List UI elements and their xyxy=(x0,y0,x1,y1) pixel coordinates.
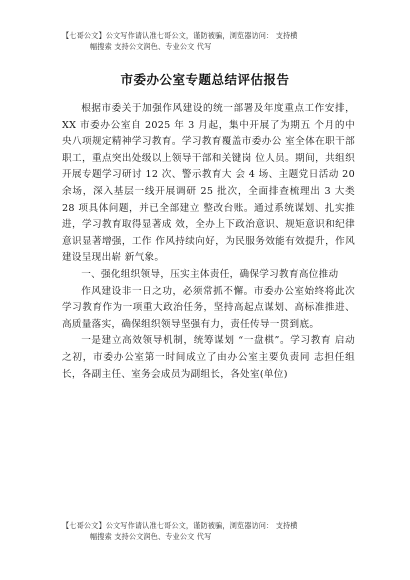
section-heading-1: 一、强化组织领导，压实主体责任，确保学习教育高位推动 xyxy=(81,268,339,280)
document-body xyxy=(62,101,355,383)
footer-line-2: 幅搜索 支持公文润色、专业公文 代写 xyxy=(90,532,212,541)
header-line-2: 幅搜索 支持公文润色、专业公文 代写 xyxy=(90,42,212,51)
paragraph-point-1: 一是建立高效领导机制，统筹谋划 “一盘棋”。学习教育 启动之初，市委办公室第一时间成立了由办公室主要负责同 志担任组长，各副主任、室务会成员为副组长，各处室(单位) xyxy=(62,335,355,380)
footer-line-1: 【七哥公文】公文写作请认准七哥公文，谨防被骗，浏览器访问： 支持横 xyxy=(62,521,298,530)
header-line-1: 【七哥公文】公文写作请认准七哥公文，谨防被骗，浏览器访问： 支持横 xyxy=(62,31,298,40)
page-header xyxy=(62,30,382,52)
document-title: 市委办公室专题总结评估报告 xyxy=(120,72,290,87)
page-footer xyxy=(62,520,382,542)
paragraph-intro: 根据市委关于加强作风建设的统一部署及年度重点工作安排，XX 市委办公室自 2025 年 3 月起，集中开展了为期五 个月的中央八项规定精神学习教育。学习教育覆盖市委办公 室全体在职干部职工，重点突出处级以上领导干部和关键岗 位人员。期间，共组织开展专题学习研讨 12 次、警示教育大 会 4 场、主题党日活动 20 余场，深入基层一线开展调研 25 批次，全面排查梳理出 3 大类 28 项具体问题，并已全部建立 整改台账。通过系统谋划、扎实推进，学习教育取得显著成 效，全办上下政治意识、规矩意识和纪律意识显著增强，工作 作风持续向好，为民服务效能有效提升，作风建设呈现出崭 新气象。 xyxy=(62,103,355,264)
paragraph-section-1: 作风建设非一日之功，必须常抓不懈。市委办公室始终将此次学习教育作为一项重大政治任务，坚持高起点谋划、高标准推进、高质量落实，确保组织领导坚强有力，责任传导一贯到底。 xyxy=(62,285,355,330)
